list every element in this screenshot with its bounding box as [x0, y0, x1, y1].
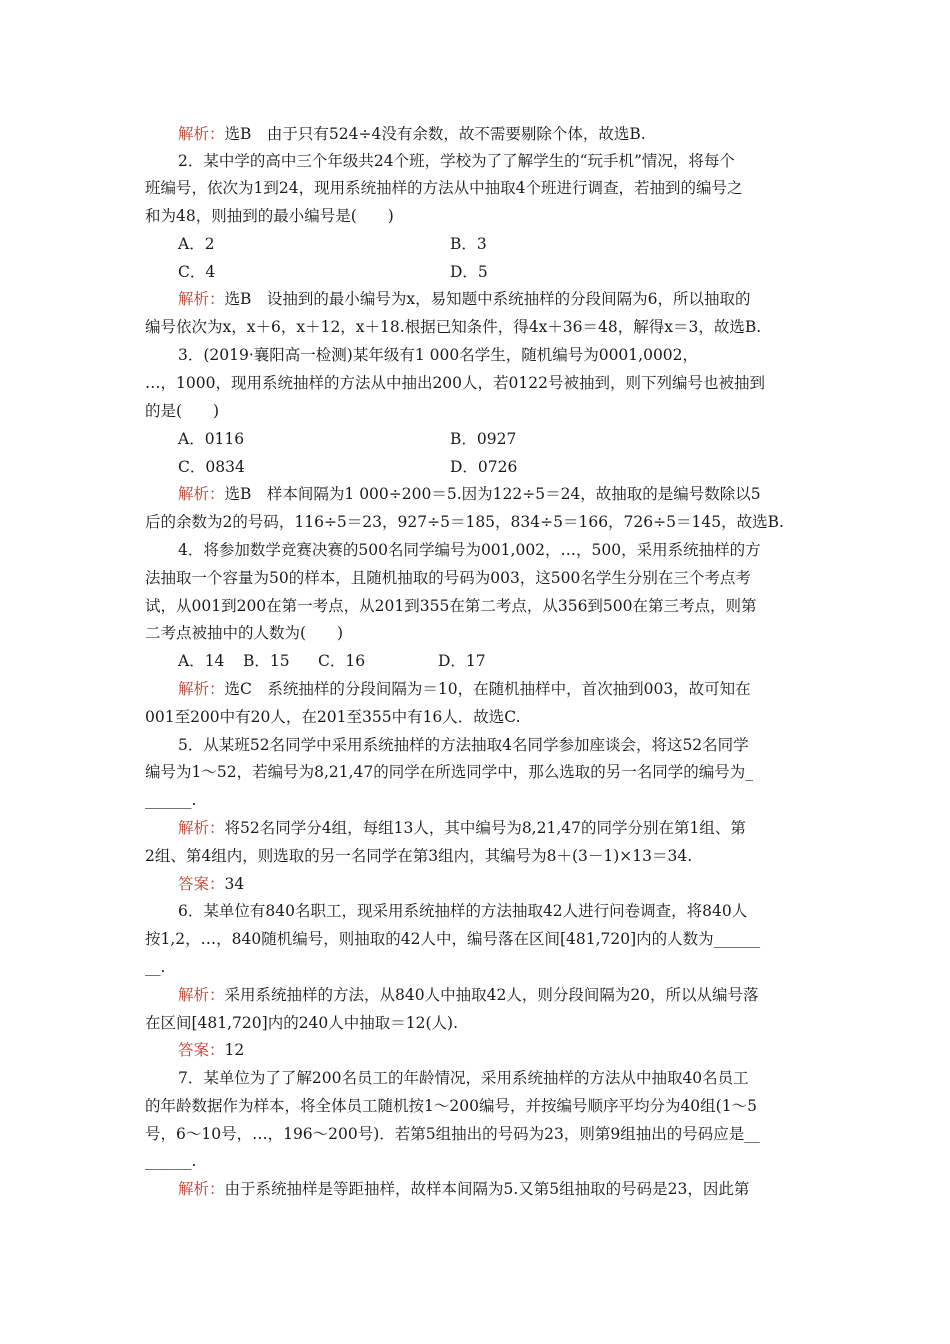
- question-7-line-4: ______.: [145, 1152, 197, 1170]
- answer-q6: [178, 1040, 244, 1060]
- question-2-line-1: 2．某中学的高中三个年级共24个班，学校为了了解学生的“玩手机”情况，将每个: [178, 152, 735, 170]
- option-c: C．4: [178, 263, 216, 281]
- answer-label: 答案：: [178, 1041, 225, 1059]
- option-d: D．0726: [450, 458, 518, 476]
- solution-q2-line-2: 编号依次为x，x＋6，x＋12，x＋18.根据已知条件，得4x＋36＝48，解得x＝3，故选B.: [145, 318, 762, 336]
- answer-label: 答案：: [178, 875, 225, 893]
- option-b: B．0927: [450, 430, 517, 448]
- question-3-line-2: …，1000，现用系统抽样的方法从中抽出200人，若0122号被抽到，则下列编号也被抽到: [145, 374, 765, 392]
- solution-q3-line-1: [178, 484, 761, 504]
- question-2-line-3: 和为48，则抽到的最小编号是( ): [145, 207, 394, 225]
- analysis-label: 解析：: [178, 1180, 225, 1198]
- option-a: A．2: [178, 235, 215, 253]
- answer-value: 12: [224, 1041, 245, 1059]
- solution-text: 选C 系统抽样的分段间隔为＝10，在随机抽样中，首次抽到003，故可知在: [224, 680, 751, 698]
- question-7-line-3: 号，6～10号，…，196～200号)．若第5组抽出的号码为23，则第9组抽出的号码应是__: [145, 1125, 760, 1143]
- solution-q1: [178, 124, 646, 144]
- analysis-label: 解析：: [178, 290, 225, 308]
- option-d: D．17: [438, 652, 486, 670]
- option-c: C．16: [318, 652, 366, 670]
- question-6-line-1: 6．某单位有840名职工，现采用系统抽样的方法抽取42人进行问卷调查，将840人: [178, 902, 748, 920]
- question-5-line-1: 5．从某班52名同学中采用系统抽样的方法抽取4名同学参加座谈会，将这52名同学: [178, 736, 749, 754]
- solution-text: 选B 设抽到的最小编号为x，易知题中系统抽样的分段间隔为6，所以抽取的: [224, 290, 751, 308]
- analysis-label: 解析：: [178, 125, 225, 143]
- question-4-line-2: 法抽取一个容量为50的样本，且随机抽取的号码为003，这500名学生分别在三个考点考: [145, 569, 751, 587]
- solution-text: 由于系统抽样是等距抽样，故样本间隔为5.又第5组抽取的号码是23，因此第: [224, 1180, 750, 1198]
- solution-q4-line-2: 001至200中有20人，在201至355中有16人．故选C.: [145, 708, 521, 726]
- solution-text: 采用系统抽样的方法，从840人中抽取42人，则分段间隔为20，所以从编号落: [224, 986, 759, 1004]
- question-3-line-3: 的是( ): [145, 402, 220, 420]
- analysis-label: 解析：: [178, 986, 225, 1004]
- question-4-line-4: 二考点被抽中的人数为( ): [145, 624, 344, 642]
- question-7-line-2: 的年龄数据作为样本，将全体员工随机按1～200编号，并按编号顺序平均分为40组(1～5: [145, 1097, 757, 1115]
- question-5-line-3: ______.: [145, 791, 197, 809]
- question-6-line-2: 按1,2，…，840随机编号，则抽取的42人中，编号落在区间[481,720]内的人数为______: [145, 930, 761, 948]
- analysis-label: 解析：: [178, 680, 225, 698]
- answer-value: 34: [224, 875, 245, 893]
- answer-q5: [178, 874, 244, 894]
- solution-text: 选B 由于只有524÷4没有余数，故不需要剔除个体，故选B.: [224, 125, 646, 143]
- solution-text: 将52名同学分4组，每组13人，其中编号为8,21,47的同学分别在第1组、第: [224, 819, 746, 837]
- option-b: B．3: [450, 235, 487, 253]
- option-d: D．5: [450, 263, 488, 281]
- solution-text: 选B 样本间隔为1 000÷200＝5.因为122÷5＝24，故抽取的是编号数除以5: [224, 485, 761, 503]
- solution-q6-line-2: 在区间[481,720]内的240人中抽取＝12(人).: [145, 1014, 459, 1032]
- question-3-line-1: 3．(2019·襄阳高一检测)某年级有1 000名学生，随机编号为0001,0002，: [178, 346, 699, 364]
- analysis-label: 解析：: [178, 819, 225, 837]
- solution-q3-line-2: 后的余数为2的号码，116÷5＝23，927÷5＝185，834÷5＝166，726÷5＝145，故选B.: [145, 513, 784, 531]
- solution-q2-line-1: [178, 289, 751, 309]
- question-6-line-3: __.: [145, 958, 166, 976]
- option-b: B．15: [243, 652, 290, 670]
- option-a: A．0116: [178, 430, 245, 448]
- solution-q4-line-1: [178, 679, 751, 699]
- question-2-line-2: 班编号，依次为1到24，现用系统抽样的方法从中抽取4个班进行调查，若抽到的编号之: [145, 179, 743, 197]
- question-7-line-1: 7．某单位为了了解200名员工的年龄情况，采用系统抽样的方法从中抽取40名员工: [178, 1069, 749, 1087]
- question-5-line-2: 编号为1～52，若编号为8,21,47的同学在所选同学中，那么选取的另一名同学的编号为_: [145, 763, 753, 781]
- solution-q6-line-1: [178, 985, 759, 1005]
- question-4-line-1: 4．将参加数学竞赛决赛的500名同学编号为001,002，…，500，采用系统抽样的方: [178, 541, 761, 559]
- question-4-line-3: 试，从001到200在第一考点，从201到355在第二考点，从356到500在第三考点，则第: [145, 597, 757, 615]
- option-a: A．14: [178, 652, 225, 670]
- solution-q5-line-1: [178, 818, 746, 838]
- option-c: C．0834: [178, 458, 245, 476]
- solution-q7-line-1: [178, 1179, 749, 1199]
- analysis-label: 解析：: [178, 485, 225, 503]
- solution-q5-line-2: 2组、第4组内，则选取的另一名同学在第3组内，其编号为8＋(3－1)×13＝34.: [145, 847, 693, 865]
